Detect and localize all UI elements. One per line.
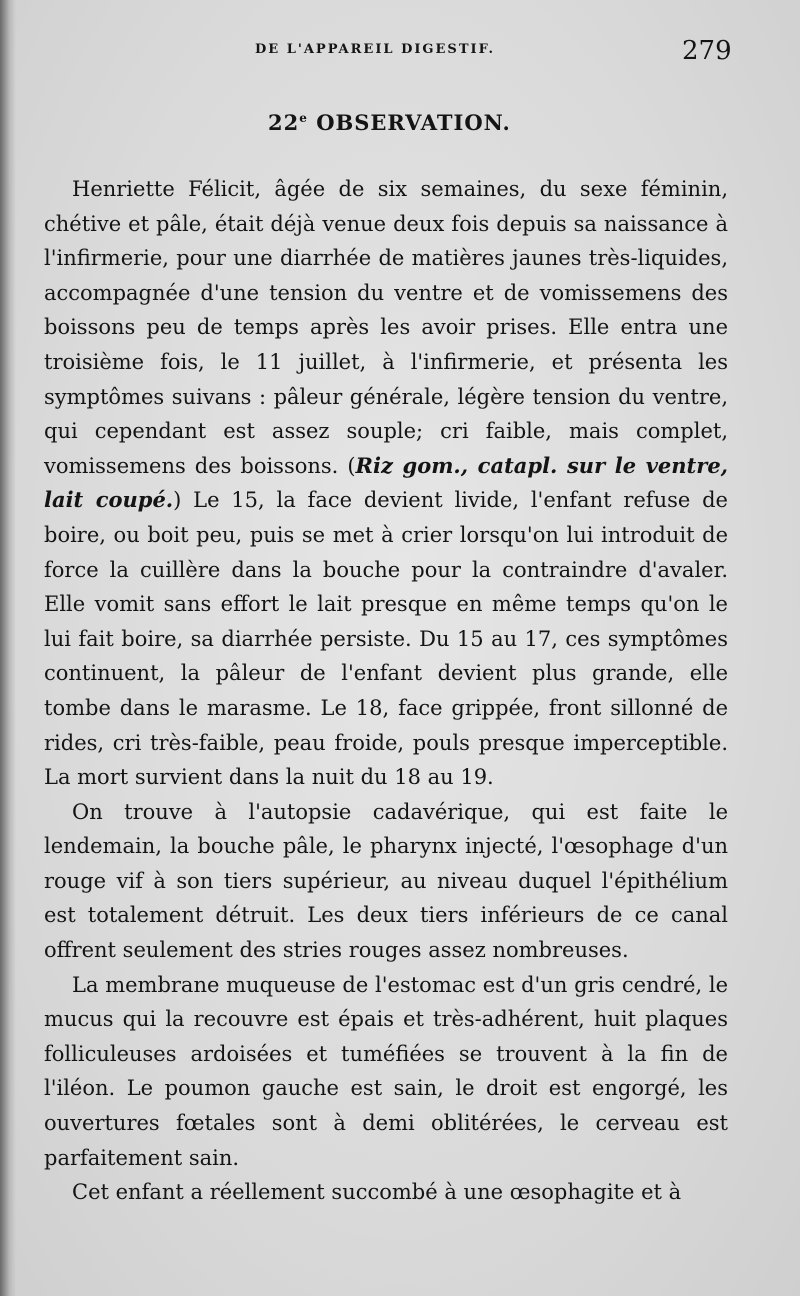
prescription-italic: Riz gom., catapl. sur le ventre, lait coupé.: [44, 452, 728, 513]
paragraph-2: On trouve à l'autopsie cadavérique, qui est faite le lendemain, la bouche pâle, le pharynx injecté, l'œsophage d'un rouge vif à son tiers supérieur, au niveau duquel l'épithélium est totalement détruit. Les deux tiers inférieurs de ce canal offrent seulement des stries rouges assez nombreuses.: [44, 799, 728, 963]
paragraph-1: [44, 172, 728, 795]
paragraph-3: La membrane muqueuse de l'estomac est d'un gris cendré, le mucus qui la recouvre est épais et très-adhérent, huit plaques folliculeuses ardoisées et tuméfiées se trouvent à la fin de l'iléon. Le poumon gauche est sain, le droit est engorgé, les ouvertures fœtales sont à demi oblitérées, le cerveau est parfaitement sain.: [44, 972, 728, 1170]
paragraph-1-text-a: Henriette Félicit, âgée de six semaines, du sexe féminin, chétive et pâle, était déjà venue deux fois depuis sa naissance à l'infirmerie, pour une diarrhée de matières jaunes très-liquides, accompagnée d'une tension du ventre et de vomissemens des boissons peu de temps après les avoir prises. Elle entra une troisième fois, le 11 juillet, à l'infirmerie, et présenta les symptômes suivans : pâleur générale, légère tension du ventre, qui cependant est assez souple; cri faible, mais complet, vomissemens des boissons. (: [44, 177, 728, 478]
observation-heading: [268, 110, 511, 135]
page-binding-edge: [0, 0, 16, 1296]
page-number: 279: [682, 36, 732, 66]
paragraph-4: Cet enfant a réellement succombé à une œsophagite et à: [72, 1180, 682, 1205]
paragraph-1-text-b: ) Le 15, la face devient livide, l'enfant refuse de boire, ou boit peu, puis se met à crier lorsqu'on lui introduit de force la cuillère dans la bouche pour la contraindre d'avaler. Elle vomit sans effort le lait presque en même temps qu'on le lui fait boire, sa diarrhée persiste. Du 15 au 17, ces symptômes continuent, la pâleur de l'enfant devient plus grande, elle tombe dans le marasme. Le 18, face grippée, front sillonné de rides, cri très-faible, peau froide, pouls presque imperceptible. La mort survient dans la nuit du 18 au 19.: [44, 488, 728, 790]
observation-title: OBSERVATION.: [316, 110, 511, 135]
running-head: DE L'APPAREIL DIGESTIF.: [255, 42, 496, 57]
observation-number: 22: [268, 110, 300, 135]
observation-number-suffix: e: [299, 111, 308, 125]
body-text: [44, 172, 728, 1210]
